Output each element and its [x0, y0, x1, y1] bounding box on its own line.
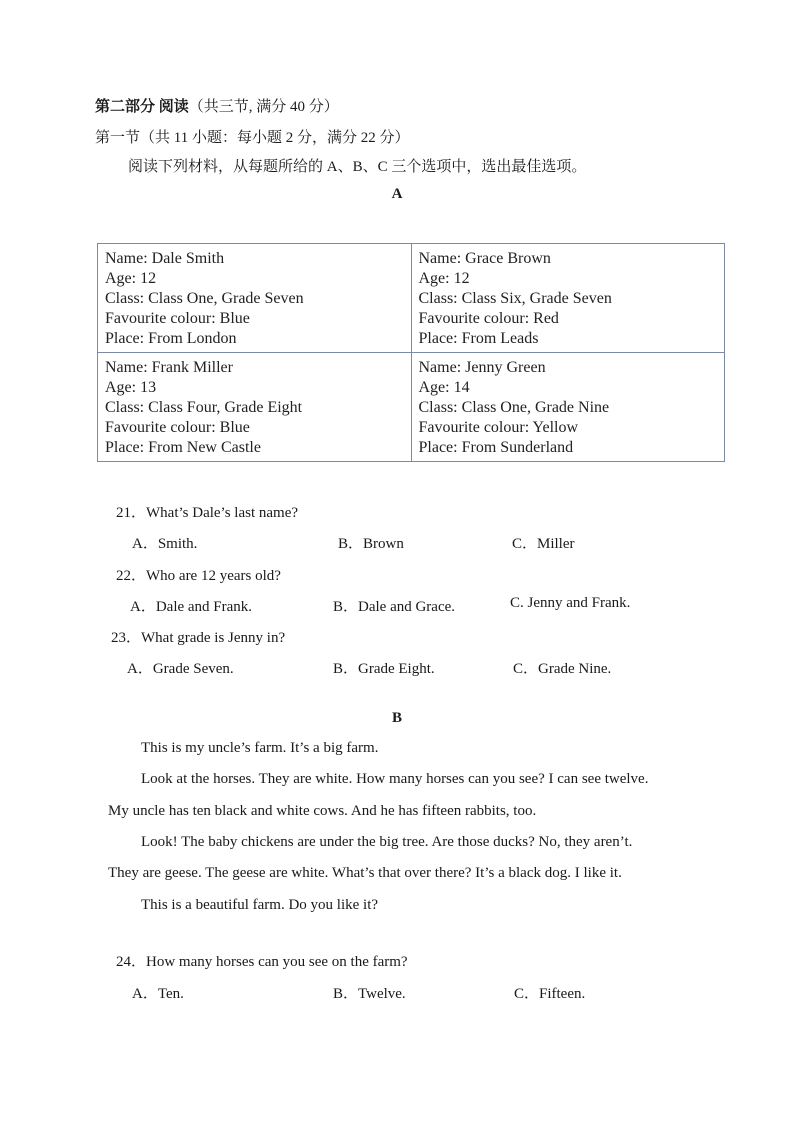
student-place: Place: From New Castle	[105, 439, 261, 456]
passage-b-line: They are geese. The geese are white. What’s that over there? It’s a black dog. I like it.	[108, 865, 622, 881]
passage-b-line: Look at the horses. They are white. How many horses can you see? I can see twelve.	[141, 771, 649, 787]
student-name: Name: Grace Brown	[418, 250, 551, 267]
question-23-option-b: B．Grade Eight.	[333, 661, 435, 677]
question-22-option-c: C. Jenny and Frank.	[510, 595, 631, 611]
student-name: Name: Jenny Green	[418, 359, 546, 376]
question-22-option-a: A．Dale and Frank.	[130, 599, 253, 615]
passage-b-heading: B	[391, 710, 402, 726]
student-place: Place: From Leads	[418, 330, 539, 347]
question-22-option-b: B．Dale and Grace.	[333, 599, 456, 615]
section-line: 第一节（共 11 小题：每小题 2 分，满分 22 分）	[95, 130, 410, 146]
passage-b-line: My uncle has ten black and white cows. And he has fifteen rabbits, too.	[108, 803, 537, 819]
passage-b-line: Look! The baby chickens are under the big tree. Are those ducks? No, they aren’t.	[141, 834, 633, 850]
student-age: Age: 13	[105, 379, 157, 396]
student-age: Age: 12	[418, 270, 470, 287]
table-row	[98, 353, 725, 462]
student-name: Name: Frank Miller	[105, 359, 233, 376]
part-title	[95, 95, 339, 116]
question-24-option-b: B．Twelve.	[333, 986, 406, 1002]
student-card	[98, 244, 412, 353]
student-card	[98, 353, 412, 462]
question-23: 23．What grade is Jenny in?	[111, 630, 286, 646]
student-info-table	[97, 243, 725, 462]
question-21-option-c: C．Miller	[512, 536, 575, 552]
question-21-option-a: A．Smith.	[132, 536, 198, 552]
student-class: Class: Class Four, Grade Eight	[105, 399, 303, 416]
student-colour: Favourite colour: Yellow	[418, 419, 579, 436]
part-title-rest: （共三节, 满分 40 分）	[188, 99, 339, 115]
instruction: 阅读下列材料，从每题所给的 A、B、C 三个选项中，选出最佳选项。	[128, 159, 587, 175]
question-22: 22．Who are 12 years old?	[116, 568, 281, 584]
passage-b-line: This is a beautiful farm. Do you like it?	[141, 897, 379, 913]
student-class: Class: Class One, Grade Seven	[105, 290, 304, 307]
question-21-option-b: B．Brown	[338, 536, 404, 552]
question-21: 21．What’s Dale’s last name?	[116, 505, 299, 521]
question-24: 24．How many horses can you see on the farm?	[116, 954, 408, 970]
question-24-option-c: C．Fifteen.	[514, 986, 586, 1002]
passage-b-line: This is my uncle’s farm. It’s a big farm.	[141, 740, 379, 756]
student-age: Age: 12	[105, 270, 157, 287]
table-row	[98, 244, 725, 353]
passage-a-heading: A	[391, 186, 403, 202]
question-23-option-a: A．Grade Seven.	[127, 661, 234, 677]
student-colour: Favourite colour: Blue	[105, 310, 250, 327]
student-place: Place: From Sunderland	[418, 439, 574, 456]
student-class: Class: Class One, Grade Nine	[418, 399, 610, 416]
student-card	[411, 244, 725, 353]
part-title-bold: 第二部分 阅读	[95, 99, 189, 115]
question-24-option-a: A．Ten.	[132, 986, 184, 1002]
student-name: Name: Dale Smith	[105, 250, 225, 267]
student-colour: Favourite colour: Blue	[105, 419, 250, 436]
student-class: Class: Class Six, Grade Seven	[418, 290, 612, 307]
student-place: Place: From London	[105, 330, 237, 347]
student-card	[411, 353, 725, 462]
question-23-option-c: C．Grade Nine.	[513, 661, 612, 677]
student-age: Age: 14	[418, 379, 470, 396]
student-colour: Favourite colour: Red	[418, 310, 559, 327]
